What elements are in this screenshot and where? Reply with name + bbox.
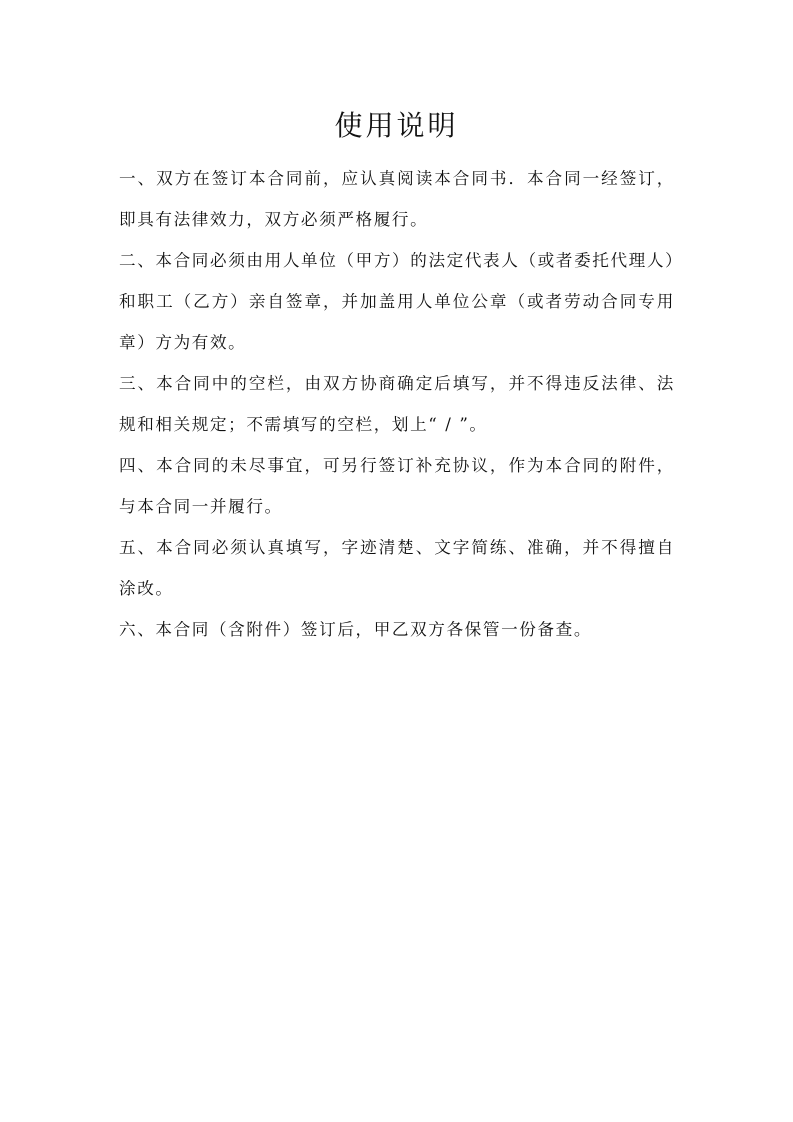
page-title: 使用说明	[334, 109, 459, 142]
instruction-item-1: 一、双方在签订本合同前，应认真阅读本合同书．本合同一经签订，即具有法律效力，双方必须严格履行。	[119, 169, 675, 229]
instruction-item-2: 二、本合同必须由用人单位（甲方）的法定代表人（或者委托代理人）和职工（乙方）亲自签章，并加盖用人单位公章（或者劳动合同专用章）方为有效。	[119, 251, 675, 352]
instruction-item-4: 四、本合同的未尽事宜，可另行签订补充协议，作为本合同的附件，与本合同一并履行。	[119, 456, 675, 516]
instruction-item-5: 五、本合同必须认真填写，字迹清楚、文字简练、准确，并不得擅自涂改。	[119, 538, 675, 598]
instruction-item-3: 三、本合同中的空栏，由双方协商确定后填写，并不得违反法律、法规和相关规定；不需填写的空栏，划上“ / ”。	[119, 374, 675, 434]
instruction-item-6: 六、本合同（含附件）签订后，甲乙双方各保管一份备查。	[119, 620, 593, 639]
instructions-list	[119, 158, 675, 650]
